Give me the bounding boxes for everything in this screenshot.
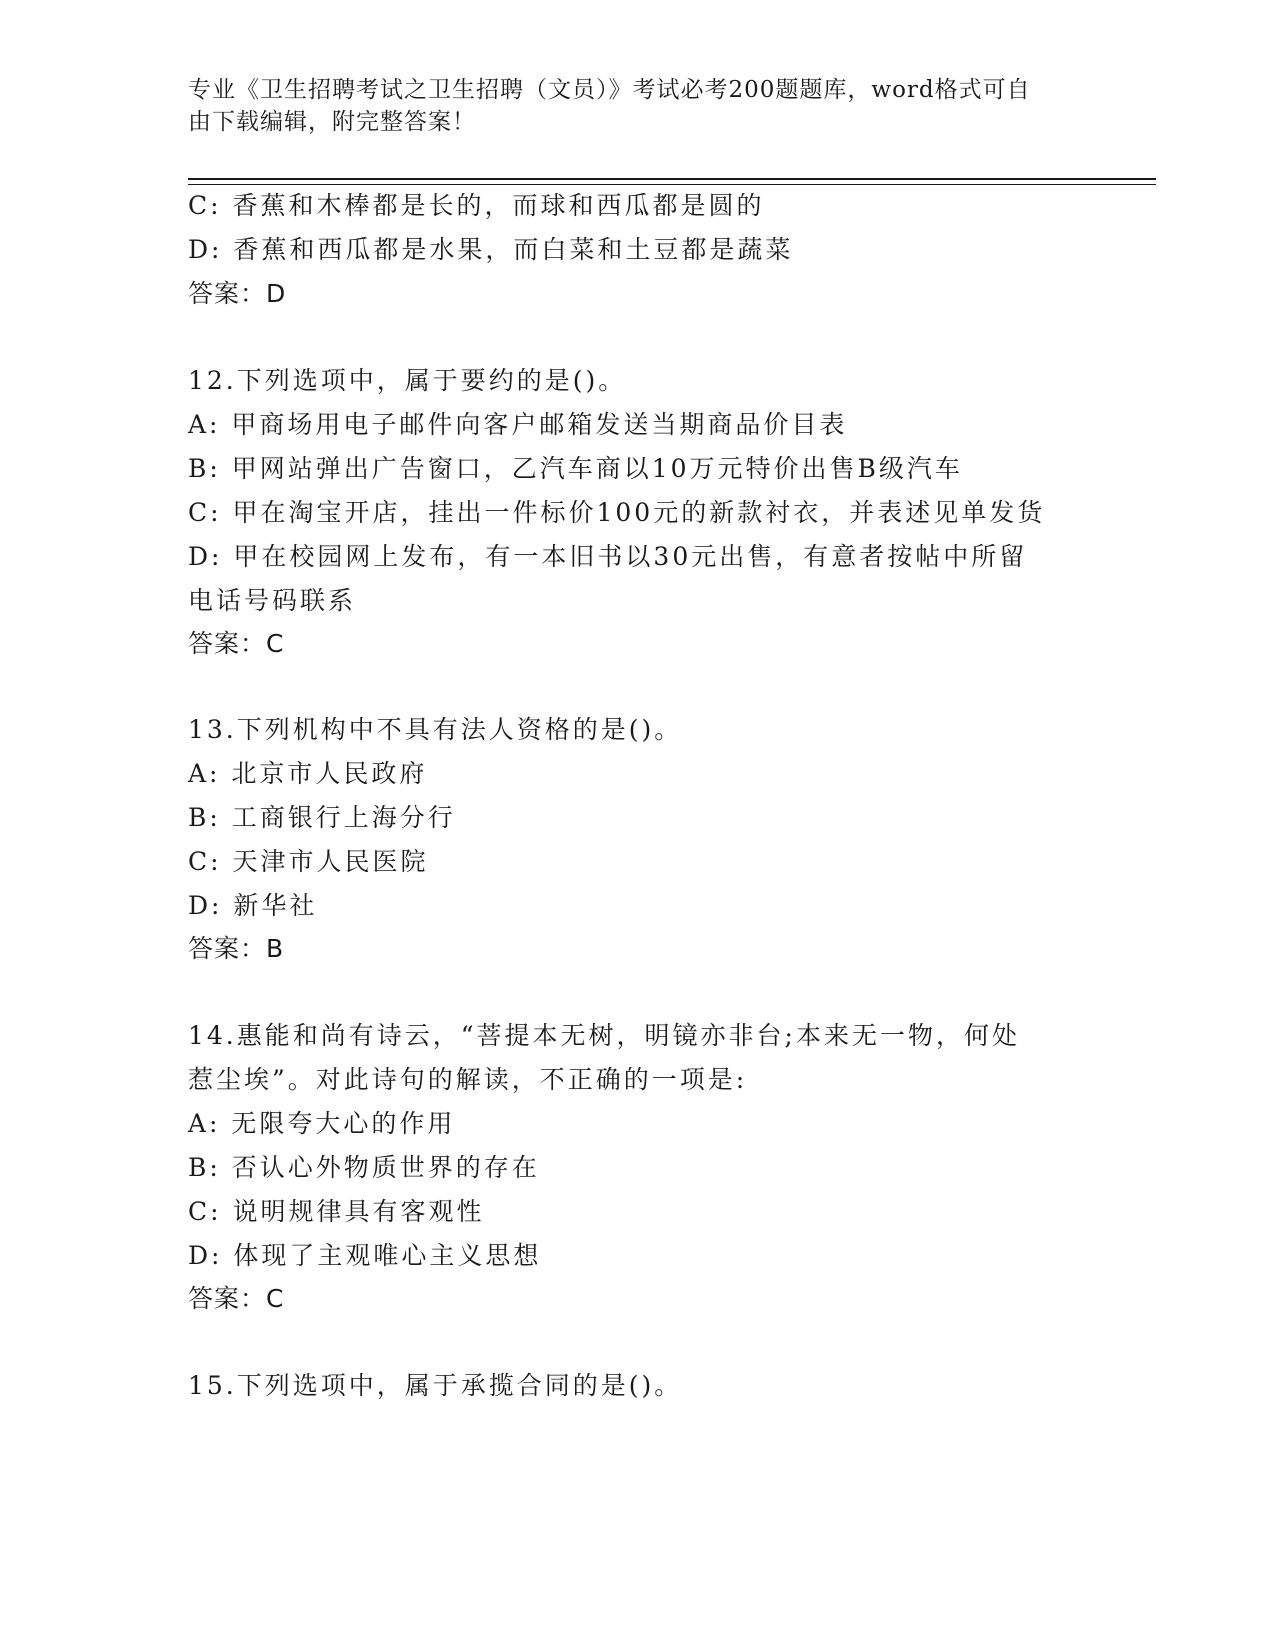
document-header — [188, 74, 1068, 138]
header-divider-thin — [188, 184, 1156, 185]
header-line-1: 专业《卫生招聘考试之卫生招聘（文员）》考试必考200题题库，word格式可自 — [188, 77, 1031, 103]
q13-answer: 答案：B — [188, 934, 285, 963]
q12-option-b: B: 甲网站弹出广告窗口，乙汽车商以10万元特价出售B级汽车 — [188, 454, 963, 483]
q11-option-d: D: 香蕉和西瓜都是水果，而白菜和土豆都是蔬菜 — [188, 235, 794, 264]
q11-option-c: C: 香蕉和木棒都是长的，而球和西瓜都是圆的 — [188, 191, 765, 220]
q14-option-c: C: 说明规律具有客观性 — [188, 1197, 485, 1226]
q13-question: 13.下列机构中不具有法人资格的是()。 — [188, 715, 683, 744]
q15-question: 15.下列选项中，属于承揽合同的是()。 — [188, 1371, 683, 1400]
q14-question-continued: 惹尘埃”。对此诗句的解读，不正确的一项是: — [188, 1065, 748, 1094]
q13-option-c: C: 天津市人民医院 — [188, 847, 429, 876]
q12-option-a: A: 甲商场用电子邮件向客户邮箱发送当期商品价目表 — [188, 410, 848, 439]
q11-answer: 答案：D — [188, 279, 287, 308]
q14-option-a: A: 无限夸大心的作用 — [188, 1109, 456, 1138]
q13-option-b: B: 工商银行上海分行 — [188, 803, 456, 832]
q12-option-d: D: 甲在校园网上发布，有一本旧书以30元出售，有意者按帖中所留 — [188, 542, 1028, 571]
header-divider-thick — [188, 178, 1156, 180]
q14-question: 14.惠能和尚有诗云，“菩提本无树，明镜亦非台;本来无一物，何处 — [188, 1021, 1020, 1050]
q13-option-a: A: 北京市人民政府 — [188, 759, 428, 788]
q13-option-d: D: 新华社 — [188, 891, 318, 920]
header-line-2: 由下载编辑，附完整答案！ — [188, 109, 476, 135]
q12-question: 12.下列选项中，属于要约的是()。 — [188, 366, 627, 395]
q14-option-b: B: 否认心外物质世界的存在 — [188, 1153, 540, 1182]
q14-answer: 答案：C — [188, 1284, 285, 1313]
q14-option-d: D: 体现了主观唯心主义思想 — [188, 1241, 542, 1270]
q12-option-d-continued: 电话号码联系 — [188, 586, 357, 615]
q12-answer: 答案：C — [188, 629, 285, 658]
q12-option-c: C: 甲在淘宝开店，挂出一件标价100元的新款衬衣，并表述见单发货 — [188, 498, 1046, 527]
